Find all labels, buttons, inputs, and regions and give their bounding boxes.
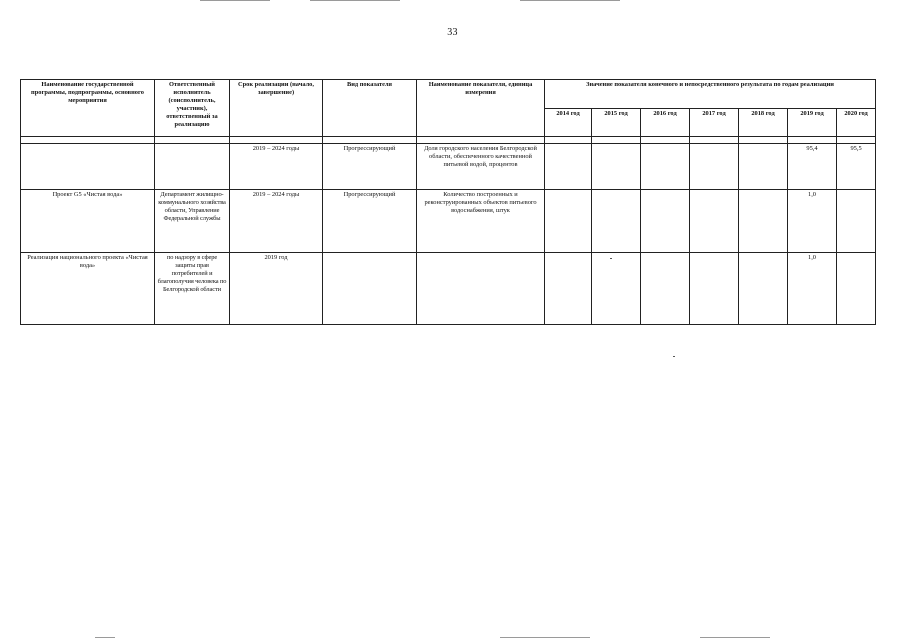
value-cell (545, 190, 592, 253)
column-number (21, 137, 155, 144)
scan-artifact-bottom-mid (500, 637, 590, 638)
value-cell (690, 253, 739, 325)
column-number (739, 137, 788, 144)
program-name-cell: Реализация национального проекта «Чистая вода» (21, 253, 155, 325)
header-values-group: Значение показателя конечного и непосредственного результата по годам реализации (545, 80, 876, 109)
period-cell: 2019 год (230, 253, 323, 325)
table-row (21, 144, 876, 190)
indicator-kind-cell (323, 253, 417, 325)
executor-cell (155, 144, 230, 190)
value-cell (592, 253, 641, 325)
results-table (20, 79, 876, 325)
period-cell: 2019 – 2024 годы (230, 190, 323, 253)
indicator-kind-cell: Прогрессирующий (323, 190, 417, 253)
column-number (837, 137, 876, 144)
column-number (592, 137, 641, 144)
value-cell: 1,0 (788, 253, 837, 325)
header-year: 2017 год (690, 108, 739, 137)
scan-artifact-top-right (520, 0, 620, 1)
value-cell (592, 190, 641, 253)
value-cell (690, 190, 739, 253)
table-row (21, 190, 876, 253)
column-numbers-row (21, 137, 876, 144)
column-number (690, 137, 739, 144)
header-program-name: Наименование государственной программы, подпрограммы, основного мероприятия (21, 80, 155, 137)
value-cell (641, 144, 690, 190)
indicator-name-cell (417, 253, 545, 325)
scan-artifact-top-left (200, 0, 270, 1)
column-number (641, 137, 690, 144)
column-number (545, 137, 592, 144)
header-year: 2015 год (592, 108, 641, 137)
value-cell (739, 253, 788, 325)
indicator-kind-cell: Прогрессирующий (323, 144, 417, 190)
scan-artifact-bottom-left (95, 637, 115, 638)
executor-cell: по надзору в сфере защиты прав потребителей и благополучия человека по Белгородской области (155, 253, 230, 325)
column-number (417, 137, 545, 144)
period-cell: 2019 – 2024 годы (230, 144, 323, 190)
value-cell (592, 144, 641, 190)
column-number (230, 137, 323, 144)
column-number (155, 137, 230, 144)
scan-artifact-top-mid (310, 0, 400, 1)
value-cell: 95,5 (837, 144, 876, 190)
value-cell (690, 144, 739, 190)
header-executor: Ответственный исполнитель (соисполнитель, участник), ответственный за реализацию (155, 80, 230, 137)
value-cell (641, 190, 690, 253)
value-cell (641, 253, 690, 325)
value-cell (545, 144, 592, 190)
indicator-name-cell: Количество построенных и реконструированных объектов питьевого водоснабжения, штук (417, 190, 545, 253)
header-year: 2014 год (545, 108, 592, 137)
value-cell (837, 190, 876, 253)
value-cell (837, 253, 876, 325)
header-period: Срок реализации (начало, завершение) (230, 80, 323, 137)
value-cell: 95,4 (788, 144, 837, 190)
program-name-cell (21, 144, 155, 190)
indicator-name-cell: Доля городского населения Белгородской области, обеспеченного качественной питьевой водой, процентов (417, 144, 545, 190)
value-cell (739, 190, 788, 253)
header-indicator-kind: Вид показателя (323, 80, 417, 137)
column-number (323, 137, 417, 144)
scan-speck (673, 356, 675, 357)
header-year: 2018 год (739, 108, 788, 137)
value-cell: 1,0 (788, 190, 837, 253)
column-number (788, 137, 837, 144)
value-cell (545, 253, 592, 325)
executor-cell: Департамент жилищно-коммунального хозяйства области, Управление Федеральной службы (155, 190, 230, 253)
scan-artifact-bottom-right (700, 637, 770, 638)
header-year: 2020 год (837, 108, 876, 137)
header-row (21, 80, 876, 109)
header-year: 2019 год (788, 108, 837, 137)
header-indicator-name: Наименование показателя, единица измерения (417, 80, 545, 137)
program-name-cell: Проект G5 «Чистая вода» (21, 190, 155, 253)
page-number: 33 (447, 27, 458, 38)
table-row (21, 253, 876, 325)
header-year: 2016 год (641, 108, 690, 137)
value-cell (739, 144, 788, 190)
